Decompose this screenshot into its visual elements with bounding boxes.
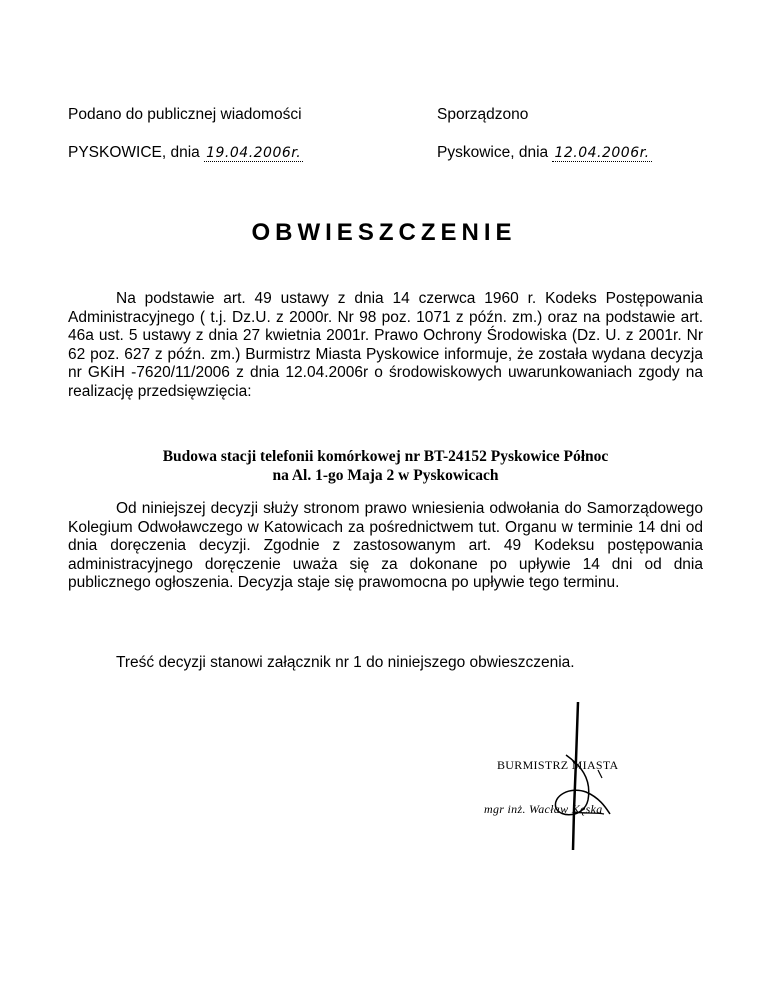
prepared-handwritten-date: 12.04.2006r. — [554, 145, 650, 161]
prepared-label: Sporządzono — [437, 106, 529, 123]
document-title: OBWIESZCZENIE — [251, 219, 517, 246]
project-line-2: na Al. 1-go Maja 2 w Pyskowicach — [272, 467, 499, 484]
prepared-date-line — [437, 143, 652, 163]
signature-image — [540, 700, 680, 860]
stamp-name: mgr inż. Wacław Kęska — [484, 802, 603, 816]
prepared-place-label: Pyskowice, dnia — [437, 144, 549, 161]
paragraph-attachment: Treść decyzji stanowi załącznik nr 1 do niniejszego obwieszczenia. — [116, 654, 575, 671]
project-name — [68, 447, 703, 485]
published-label: Podano do publicznej wiadomości — [68, 106, 302, 123]
paragraph-appeal: Od niniejszej decyzji służy stronom prawo wniesienia odwołania do Samorządowego Kolegium Odwoławczego w Katowicach za pośrednictwem tut. Organu w terminie 14 dni od dnia doręczenia decyzji. Zgodnie z zastosowanym art. 49 Kodeksu postępowania administracyjnego doręczenie uważa się za dokonane po upływie 14 dni od dnia publicznego ogłoszenia. Decyzja staje się prawomocna po upływie tego terminu. — [68, 500, 703, 592]
stamp-office: BURMISTRZ MIASTA — [497, 758, 619, 772]
published-place-label: PYSKOWICE, dnia — [68, 144, 200, 161]
published-handwritten-date: 19.04.2006r. — [206, 145, 302, 161]
published-date-line — [68, 143, 303, 163]
paragraph-legal-basis: Na podstawie art. 49 ustawy z dnia 14 czerwca 1960 r. Kodeks Postępowania Administracyjnego ( t.j. Dz.U. z 2000r. Nr 98 poz. 1071 z późn. zm.) oraz na podstawie art. 46a ust. 5 ustawy z dnia 27 kwietnia 2001r. Prawo Ochrony Środowiska (Dz. U. z 2001r. Nr 62 poz. 627 z późn. zm.) Burmistrz Miasta Pyskowice informuje, że została wydana decyzja nr GKiH -7620/11/2006 z dnia 12.04.2006r o środowiskowych uwarunkowaniach zgody na realizację przedsięwzięcia: — [68, 290, 703, 400]
project-line-1: Budowa stacji telefonii komórkowej nr BT-24152 Pyskowice Północ — [162, 448, 609, 465]
